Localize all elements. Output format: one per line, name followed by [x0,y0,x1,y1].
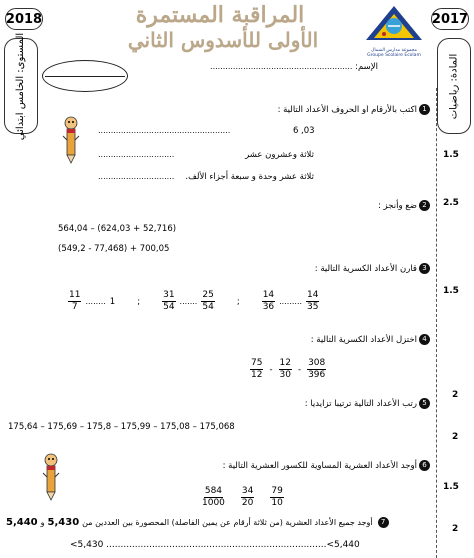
q7-number-1: 5,430 [47,517,80,528]
q2-operation-1: 564,04 – (624,03 + 52,716) [58,224,177,234]
q4-minus-2: - [297,364,302,375]
question-5-text: رتب الأعداد التالية ترتيبا تزايديا : [304,399,417,409]
q3-frac-c-a: $\frac{11}{7}$ [69,290,81,312]
question-5 [305,398,430,409]
q3-frac-b-b: $\frac{31}{54}$ [163,290,175,312]
q3-frac-a-b: $\frac{14}{36}$ [262,290,275,312]
q3-blank-1[interactable]: ......... [279,297,303,306]
q3-blank-3[interactable]: ........ [85,297,106,306]
score-q5: 2 [452,432,459,442]
q1-value-1: 6 ,03 [292,126,315,136]
name-label: الإسم: [355,62,378,72]
question-7-text: أوجد جميع الأعداد العشرية (من ثلاثة أرقام عن يمين الفاصلة) المحصورة بين العددين من [82,518,373,527]
score-divider [436,88,437,558]
logo-text-ar: مجموعة مدارس الشمال [371,48,417,53]
question-1-text: اكتب بالأرقام او الحروف الأعداد التالية : [277,105,417,115]
question-number-2: 2 [419,200,430,211]
q6-frac-2: $\frac{34}{20}$ [241,486,254,508]
question-4-text: اختزل الأعداد الكسرية التالية : [310,335,417,345]
q3-frac-b-a: $\frac{25}{54}$ [202,290,214,312]
question-2-text: ضع وأنجز : [377,201,417,211]
q6-frac-3: $\frac{79}{10}$ [271,486,283,508]
question-number-7: 7 [378,517,389,528]
q7-number-2: 5,440 [6,517,38,528]
q7-and: و [40,518,45,527]
year-badge-right: 2017 [431,8,469,30]
question-number-3: 3 [419,263,430,274]
title-line-2: الأولى للأسدوس الثاني [127,28,319,52]
question-7 [6,517,430,528]
q4-fractions [250,358,326,381]
question-1 [278,104,430,115]
level-label-box [4,32,38,140]
subject-label: المادة: رياضيات [448,53,460,119]
score-q1: 1.5 [443,150,459,160]
q1-answer-dots-3[interactable]: .............................. [98,172,175,181]
pencil-mascot-icon-2 [40,453,62,501]
title-line-1: المراقبة المستمرة [135,2,305,28]
q1-row-2 [245,150,314,160]
q1-row-1 [98,126,315,136]
q4-frac-2: $\frac{12}{30}$ [279,358,291,380]
q3-comparisons [68,290,319,313]
q1-answer-dots-2[interactable]: .............................. [98,150,175,159]
question-number-4: 4 [419,334,430,345]
logo-emblem-icon [362,4,426,44]
q3-separator-1: ; [137,296,141,307]
q4-frac-3: $\frac{308}{396}$ [308,358,326,380]
q1-text-3: ثلاثة عشر وحدة و سبعة أجزاء الألف. [185,172,314,182]
logo-text-fr: Groupe Scolaire Ecolam [367,53,421,58]
q1-answer-dots-1[interactable]: .................................................... [98,126,231,135]
question-4 [311,334,430,345]
q3-whole-1: 1 [109,296,116,307]
question-number-5: 5 [419,398,430,409]
score-q7: 2 [452,524,459,534]
q1-text-2: ثلاثة وعشرون عشر [245,150,314,160]
subject-label-box [437,38,471,134]
school-logo [362,4,426,60]
q7-answer-line[interactable]: <5,430 .............................................................................<5,440 [70,540,360,550]
pencil-mascot-icon [60,116,82,164]
question-number-6: 6 [419,460,430,471]
score-q6: 1.5 [443,482,459,492]
name-field[interactable] [138,62,378,72]
q2-operation-2: (549,2 - 77,468) + 700,05 [58,244,170,254]
q1-row-3 [185,172,314,182]
question-number-1: 1 [419,104,430,115]
q4-frac-1: $\frac{75}{12}$ [251,358,263,380]
question-2 [378,200,430,211]
question-6 [223,460,430,471]
q6-frac-1: $\frac{584}{1000}$ [202,486,225,508]
score-q3: 1.5 [443,286,459,296]
year-badge-left: 2018 [5,8,43,30]
q3-frac-a-a: $\frac{14}{35}$ [307,290,319,312]
level-label: المستوى: الخامس ابتدائي [15,32,27,140]
score-q2: 2.5 [443,198,459,208]
score-q4: 2 [452,390,459,400]
name-dots: ........................................................ [210,62,353,71]
q3-separator-2: ; [236,296,240,307]
q5-number-list: 175,64 – 175,69 – 175,8 – 175,99 – 175,08 – 175,068 [8,422,235,432]
question-3-text: قارن الأعداد الكسرية التالية : [314,264,417,274]
q3-blank-2[interactable]: ....... [179,297,198,306]
q4-minus-1: - [269,364,273,375]
question-3 [315,263,430,274]
question-6-text: أوجد الأعداد العشرية المساوية للكسور العشرية التالية : [222,461,417,471]
q6-fractions [202,486,284,509]
photo-oval [42,60,128,92]
